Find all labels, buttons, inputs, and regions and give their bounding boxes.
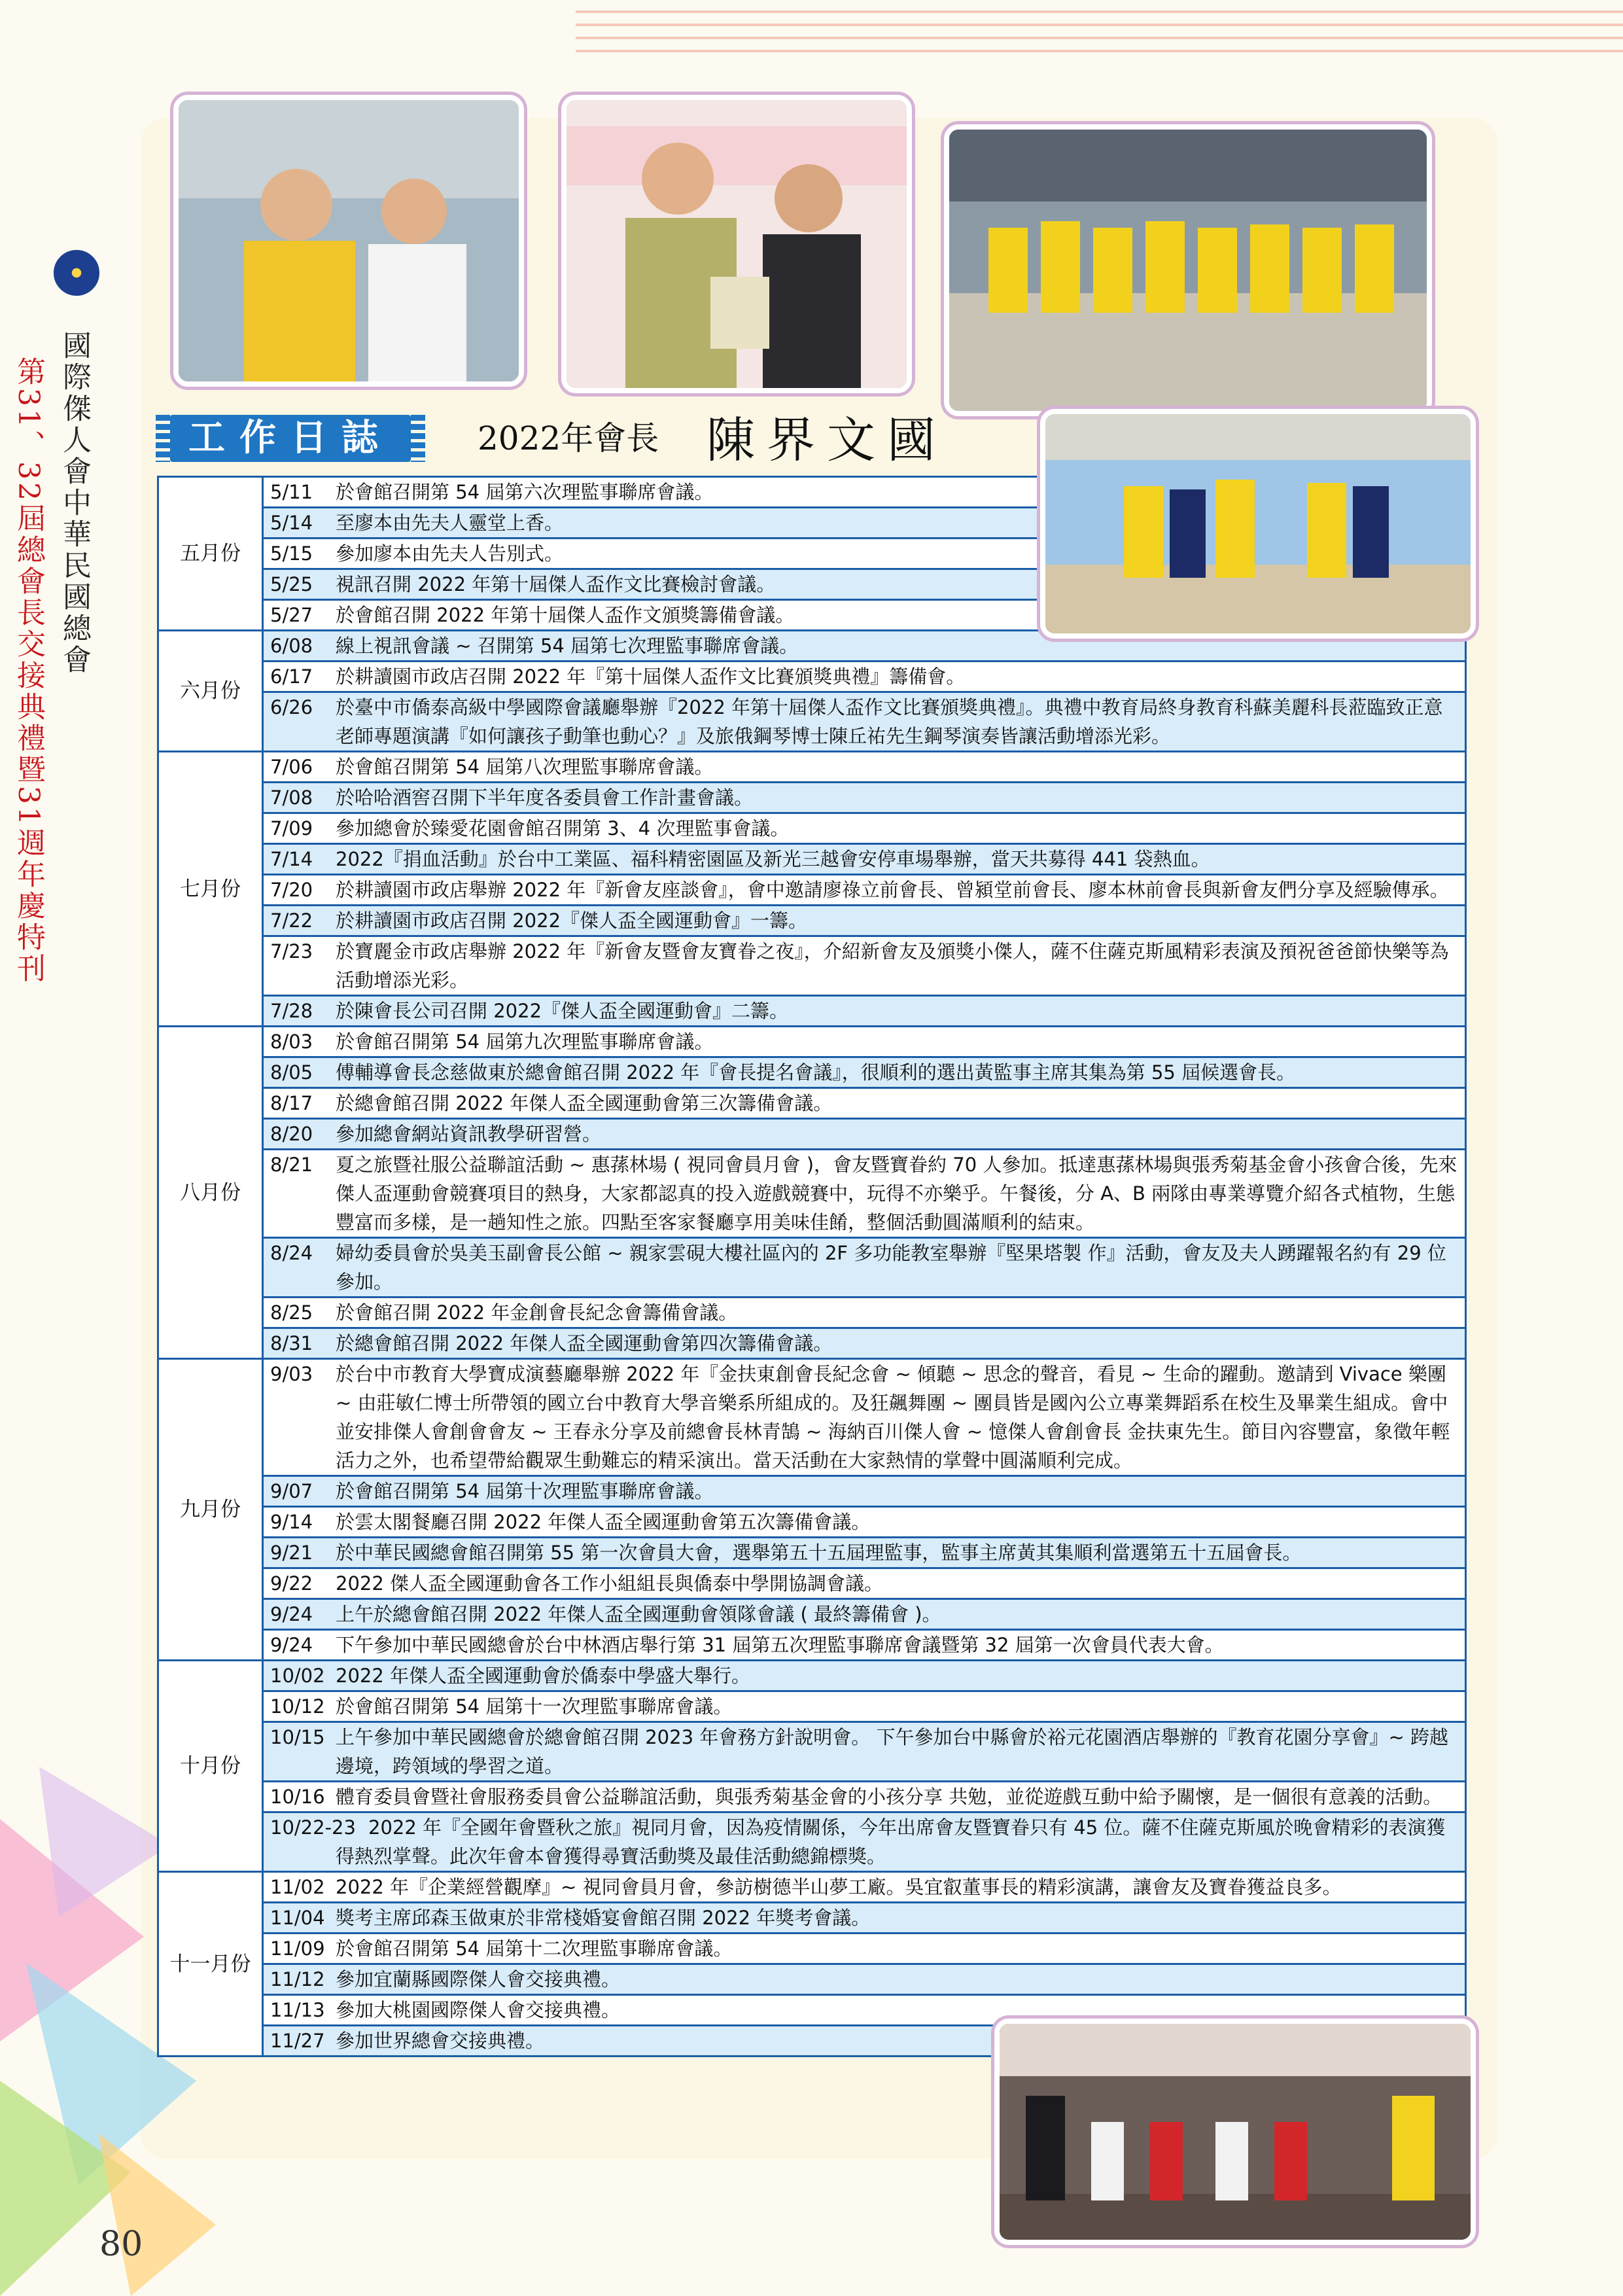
log-entry [263, 1119, 1466, 1150]
entry-date: 7/28 [270, 1000, 313, 1022]
log-entry [263, 1150, 1466, 1238]
log-entry [263, 1088, 1466, 1119]
table-row [158, 1507, 1466, 1538]
photo-sports-event [1040, 409, 1476, 639]
entry-text: 體育委員會暨社會服務委員會公益聯誼活動，與張秀菊基金會的小孩分享 共勉，並從遊戲互動中給予關懷，是一個很有意義的活動。 [336, 1786, 1442, 1808]
photo-group-stairs [944, 124, 1432, 416]
table-row [158, 1964, 1466, 1995]
log-entry-content [270, 1150, 1458, 1237]
entry-date: 10/16 [270, 1786, 325, 1808]
month-label: 九月份 [158, 1359, 263, 1661]
entry-text: 上午參加中華民國總會於總會館召開 2023 年會務方針說明會。 下午參加台中縣會於裕元花園酒店舉辦的『教育花園分享會』~ 跨越邊境，跨領域的學習之道。 [336, 1726, 1448, 1777]
entry-date: 5/15 [270, 542, 313, 565]
log-entry [263, 1568, 1466, 1599]
entry-text: 於會館召開 2022 年金創會長紀念會籌備會議。 [336, 1301, 738, 1324]
month-label: 八月份 [158, 1027, 263, 1359]
entry-date: 7/09 [270, 817, 313, 839]
log-entry-content [270, 1813, 1458, 1871]
entry-text: 參加總會於臻愛花園會館召開第 3、4 次理監事會議。 [336, 817, 790, 839]
log-entry [263, 1782, 1466, 1812]
entry-date: 8/24 [270, 1242, 313, 1264]
photo-award-ceremony [994, 2019, 1476, 2245]
photo-award-student [561, 95, 912, 393]
log-entry-content [270, 783, 1458, 812]
table-row [158, 662, 1466, 692]
entry-date: 8/17 [270, 1092, 313, 1114]
table-row [158, 1872, 1466, 1903]
entry-date: 11/02 [270, 1876, 325, 1898]
table-row [158, 1150, 1466, 1238]
log-entry [263, 1661, 1466, 1691]
table-row [158, 1088, 1466, 1119]
table-row [158, 783, 1466, 813]
entry-date: 8/20 [270, 1123, 313, 1145]
entry-text: 於耕讀園市政店召開 2022 年『第十屆傑人盃作文比賽頒獎典禮』籌備會。 [336, 665, 966, 688]
log-entry-content [270, 1508, 1458, 1536]
work-log-table [157, 476, 1467, 2057]
log-entry-content [270, 1360, 1458, 1475]
log-entry-content [270, 1538, 1458, 1567]
entry-text: 夏之旅暨社服公益聯誼活動 ~ 惠蓀林場 ( 視同會員月會 )，會友暨寶眷約 70 人參加。抵達惠蓀林場與張秀菊基金會小孩會合後，先來傑人盃運動會競賽項目的熱身，大家都認真的投入遊戲競賽中，玩得不亦樂乎。午餐後，分 A、B 兩隊由專業導覽介紹各式植物，生態豐富而多樣，是一趟知性之旅。四點至客家餐廳享用美味佳餚，整個活動圓滿順利的結束。 [336, 1154, 1457, 1233]
log-entry-content [270, 906, 1458, 935]
entry-text: 於會館召開第 54 屆第八次理監事聯席會議。 [336, 756, 714, 778]
entry-date: 6/08 [270, 635, 313, 657]
log-entry [263, 1934, 1466, 1964]
entry-text: 於總會館召開 2022 年傑人盃全國運動會第三次籌備會議。 [336, 1092, 833, 1114]
entry-date: 10/22-23 [270, 1816, 356, 1839]
entry-text: 2022 年傑人盃全國運動會於僑泰中學盛大舉行。 [336, 1665, 751, 1687]
entry-date: 9/24 [270, 1634, 313, 1656]
entry-text: 參加宜蘭縣國際傑人會交接典禮。 [336, 1968, 621, 1990]
log-entry-content [270, 1723, 1458, 1780]
table-row [158, 1238, 1466, 1298]
badge-right-stripes [411, 415, 425, 462]
log-entry [263, 1298, 1466, 1328]
log-entry [263, 1964, 1466, 1995]
entry-text: 參加廖本由先夫人告別式。 [336, 542, 564, 565]
section-badge [156, 412, 425, 465]
log-entry-content [270, 997, 1458, 1025]
entry-date: 8/25 [270, 1301, 313, 1324]
entry-date: 9/22 [270, 1572, 313, 1595]
page-number: 80 [99, 2225, 143, 2264]
entry-text: 2022 年『全國年會暨秋之旅』視同月會，因為疫情關係，今年出席會友暨寶眷只有 45 位。薩不住薩克斯風於晚會精彩的表演獲得熱烈掌聲。此次年會本會獲得尋寶活動獎及最佳活動總錦標獎。 [336, 1816, 1446, 1867]
log-entry-content [270, 1120, 1458, 1148]
table-row [158, 844, 1466, 875]
entry-text: 參加總會網站資訊教學研習營。 [336, 1123, 602, 1145]
entry-date: 7/14 [270, 848, 313, 870]
badge-left-stripes [156, 415, 170, 462]
table-row [158, 1812, 1466, 1872]
entry-text: 下午參加中華民國總會於台中林酒店舉行第 31 屆第五次理監事聯席會議暨第 32 屆第一次會員代表大會。 [336, 1634, 1224, 1656]
log-entry-content [270, 1477, 1458, 1506]
entry-date: 7/20 [270, 879, 313, 901]
log-entry-content [270, 1298, 1458, 1327]
log-entry [263, 1359, 1466, 1476]
log-entry-content [270, 662, 1458, 691]
table-row [158, 1027, 1466, 1057]
entry-date: 8/31 [270, 1332, 313, 1354]
month-label: 五月份 [158, 477, 263, 631]
log-entry-content [270, 1903, 1458, 1932]
log-entry [263, 936, 1466, 996]
table-row [158, 1599, 1466, 1630]
log-entry-content [270, 1692, 1458, 1721]
log-entry [263, 1507, 1466, 1538]
log-entry-content [270, 1058, 1458, 1087]
entry-text: 2022『捐血活動』於台中工業區、福科精密園區及新光三越會安停車場舉辦，當天共募得 441 袋熱血。 [336, 848, 1210, 870]
table-row [158, 1328, 1466, 1359]
log-entry [263, 1476, 1466, 1507]
log-entry-content [270, 1600, 1458, 1629]
top-decorative-stripes [576, 0, 1623, 59]
entry-date: 5/14 [270, 512, 313, 534]
entry-text: 於會館召開 2022 年第十屆傑人盃作文頒獎籌備會議。 [336, 604, 795, 626]
entry-date: 9/07 [270, 1480, 313, 1502]
table-row [158, 1934, 1466, 1964]
log-entry-content [270, 1965, 1458, 1994]
month-label: 十一月份 [158, 1872, 263, 2057]
table-row [158, 1782, 1466, 1812]
sidebar-issue-title: 第31、32屆總會長交接典禮暨31週年慶特刊 [12, 357, 45, 985]
log-entry-content [270, 1631, 1458, 1659]
entry-date: 8/03 [270, 1031, 313, 1053]
entry-date: 9/03 [270, 1363, 313, 1385]
table-row [158, 1119, 1466, 1150]
table-row [158, 752, 1466, 783]
log-entry [263, 1538, 1466, 1568]
entry-date: 6/26 [270, 696, 313, 718]
log-entry [263, 1599, 1466, 1630]
entry-text: 參加世界總會交接典禮。 [336, 2030, 545, 2052]
log-entry [263, 1691, 1466, 1722]
entry-date: 11/04 [270, 1907, 325, 1929]
entry-text: 於會館召開第 54 屆第十次理監事聯席會議。 [336, 1480, 714, 1502]
entry-text: 2022 年『企業經營觀摩』~ 視同會員月會，參訪樹德半山夢工廠。吳宜叡董事長的精彩演講，讓會友及寶眷獲益良多。 [336, 1876, 1342, 1898]
table-row [158, 906, 1466, 936]
log-entry [263, 996, 1466, 1027]
entry-date: 11/09 [270, 1937, 325, 1960]
log-entry [263, 1328, 1466, 1359]
entry-date: 9/24 [270, 1603, 313, 1625]
table-row [158, 1903, 1466, 1934]
entry-text: 視訊召開 2022 年第十屆傑人盃作文比賽檢討會議。 [336, 573, 776, 595]
month-label: 六月份 [158, 631, 263, 752]
entry-date: 9/14 [270, 1511, 313, 1533]
table-row [158, 875, 1466, 906]
log-entry-content [270, 1089, 1458, 1118]
log-entry-content [270, 845, 1458, 874]
table-row [158, 1691, 1466, 1722]
table-row [158, 1298, 1466, 1328]
entry-date: 5/11 [270, 481, 313, 503]
entry-text: 於陳會長公司召開 2022『傑人盃全國運動會』二籌。 [336, 1000, 789, 1022]
log-entry-content [270, 1661, 1458, 1690]
log-entry-content [270, 693, 1458, 751]
sidebar-vertical-title [12, 330, 97, 985]
log-entry [263, 1872, 1466, 1903]
log-entry [263, 844, 1466, 875]
log-entry [263, 1630, 1466, 1661]
log-entry [263, 1027, 1466, 1057]
month-label: 十月份 [158, 1661, 263, 1872]
entry-date: 7/22 [270, 910, 313, 932]
section-badge-label: 工作日誌 [188, 417, 393, 459]
log-entry [263, 692, 1466, 752]
log-entry-content [270, 875, 1458, 904]
table-row [158, 692, 1466, 752]
table-row [158, 996, 1466, 1027]
log-entry-content [270, 1934, 1458, 1963]
entry-text: 傅輔導會長念慈做東於總會館召開 2022 年『會長提名會議』，很順利的選出黃監事主席其集為第 55 屆候選會長。 [336, 1061, 1296, 1084]
entry-date: 11/12 [270, 1968, 325, 1990]
year-title: 2022年會長 [478, 419, 659, 457]
entry-date: 8/21 [270, 1154, 313, 1176]
entry-text: 於寶麗金市政店舉辦 2022 年『新會友暨會友寶眷之夜』，介紹新會友及頒獎小傑人，薩不住薩克斯風精彩表演及預祝爸爸節快樂等為活動增添光彩。 [336, 940, 1449, 991]
log-entry [263, 1722, 1466, 1782]
table-row [158, 1661, 1466, 1691]
entry-text: 於台中市教育大學寶成演藝廳舉辦 2022 年『金扶東創會長紀念會 ~ 傾聽 ~ 思念的聲音，看見 ~ 生命的躍動。邀請到 Vivace 樂團 ~ 由莊敏仁博士所帶領的國立台中教育大學音樂系所組成的。及狂飆舞團 ~ 團員皆是國內公立專業舞蹈系在校生及畢業生組成。會中並安排傑人會創會會友 ~ 王春永分享及前總會長林青鵠 ~ 海納百川傑人會 ~ 憶傑人會創會長 金扶東先生。節目內容豐富，象徵年輕活力之外，也希望帶給觀眾生動難忘的精采演出。當天活動在大家熱情的掌聲中圓滿順利完成。 [336, 1363, 1450, 1472]
entry-text: 於耕讀園市政店召開 2022『傑人盃全國運動會』一籌。 [336, 910, 808, 932]
entry-text: 至廖本由先夫人靈堂上香。 [336, 512, 564, 534]
log-entry-content [270, 1027, 1458, 1056]
entry-text: 婦幼委員會於吳美玉副會長公館 ~ 親家雲硯大樓社區內的 2F 多功能教室舉辦『堅果塔製 作』活動，會友及夫人踴躍報名約有 29 位參加。 [336, 1242, 1446, 1293]
log-entry [263, 1057, 1466, 1088]
log-entry-content [270, 1569, 1458, 1598]
photo-handshake [173, 95, 524, 387]
log-entry [263, 662, 1466, 692]
log-entry-content [270, 937, 1458, 995]
president-name: 陳界文國 [707, 412, 947, 468]
entry-date: 5/27 [270, 604, 313, 626]
log-entry [263, 783, 1466, 813]
entry-text: 於會館召開第 54 屆第九次理監事聯席會議。 [336, 1031, 714, 1053]
entry-text: 於耕讀園市政店舉辦 2022 年『新會友座談會』，會中邀請廖祿立前會長、曾潁堂前會長、廖本林前會長與新會友們分享及經驗傳承。 [336, 879, 1449, 901]
entry-text: 上午於總會館召開 2022 年傑人盃全國運動會領隊會議 ( 最終籌備會 )。 [336, 1603, 941, 1625]
log-entry-content [270, 1782, 1458, 1811]
log-entry-content [270, 752, 1458, 781]
table-row [158, 1630, 1466, 1661]
entry-date: 5/25 [270, 573, 313, 595]
entry-text: 於中華民國總會館召開第 55 第一次會員大會，選舉第五十五屆理監事，監事主席黃其集順利當選第五十五屆會長。 [336, 1542, 1302, 1564]
entry-date: 7/06 [270, 756, 313, 778]
table-row [158, 1057, 1466, 1088]
entry-text: 於會館召開第 54 屆第十一次理監事聯席會議。 [336, 1695, 733, 1718]
log-entry [263, 813, 1466, 844]
log-entry [263, 1903, 1466, 1934]
table-row [158, 813, 1466, 844]
entry-date: 11/13 [270, 1999, 325, 2021]
log-entry-content [270, 1873, 1458, 1901]
log-entry-content [270, 814, 1458, 843]
log-entry-content [270, 1329, 1458, 1358]
entry-date: 7/23 [270, 940, 313, 963]
table-row [158, 1359, 1466, 1476]
entry-text: 於臺中市僑泰高級中學國際會議廳舉辦『2022 年第十屆傑人盃作文比賽頒獎典禮』。典禮中教育局終身教育科蘇美麗科長蒞臨致正意老師專題演講『如何讓孩子動筆也動心？』及旅俄鋼琴博士陳丘祐先生鋼琴演奏皆讓活動增添光彩。 [336, 696, 1443, 747]
table-row [158, 1538, 1466, 1568]
entry-text: 獎考主席邱森玉做東於非常棧婚宴會館召開 2022 年獎考會議。 [336, 1907, 871, 1929]
entry-date: 10/15 [270, 1726, 325, 1748]
entry-text: 線上視訊會議 ~ 召開第 54 屆第七次理監事聯席會議。 [336, 635, 799, 657]
entry-date: 10/02 [270, 1665, 325, 1687]
entry-date: 8/05 [270, 1061, 313, 1084]
entry-text: 2022 傑人盃全國運動會各工作小組組長與僑泰中學開協調會議。 [336, 1572, 884, 1595]
entry-text: 參加大桃園國際傑人會交接典禮。 [336, 1999, 621, 2021]
entry-text: 於會館召開第 54 屆第十二次理監事聯席會議。 [336, 1937, 733, 1960]
table-row [158, 1476, 1466, 1507]
entry-text: 於總會館召開 2022 年傑人盃全國運動會第四次籌備會議。 [336, 1332, 833, 1354]
log-entry-content [270, 1239, 1458, 1296]
entry-date: 10/12 [270, 1695, 325, 1718]
log-entry [263, 875, 1466, 906]
entry-date: 9/21 [270, 1542, 313, 1564]
entry-text: 於哈哈酒窖召開下半年度各委員會工作計畫會議。 [336, 786, 754, 809]
month-label: 七月份 [158, 752, 263, 1027]
entry-text: 於會館召開第 54 屆第六次理監事聯席會議。 [336, 481, 714, 503]
org-logo [54, 250, 99, 296]
entry-date: 11/27 [270, 2030, 325, 2052]
log-entry [263, 906, 1466, 936]
log-entry [263, 752, 1466, 783]
table-row [158, 936, 1466, 996]
entry-date: 7/08 [270, 786, 313, 809]
log-entry [263, 1812, 1466, 1872]
entry-date: 6/17 [270, 665, 313, 688]
sidebar-org-name: 國際傑人會中華民國總會 [58, 330, 91, 676]
table-row [158, 1568, 1466, 1599]
table-row [158, 1722, 1466, 1782]
log-entry [263, 1238, 1466, 1298]
entry-text: 於雲太閣餐廳召開 2022 年傑人盃全國運動會第五次籌備會議。 [336, 1511, 871, 1533]
